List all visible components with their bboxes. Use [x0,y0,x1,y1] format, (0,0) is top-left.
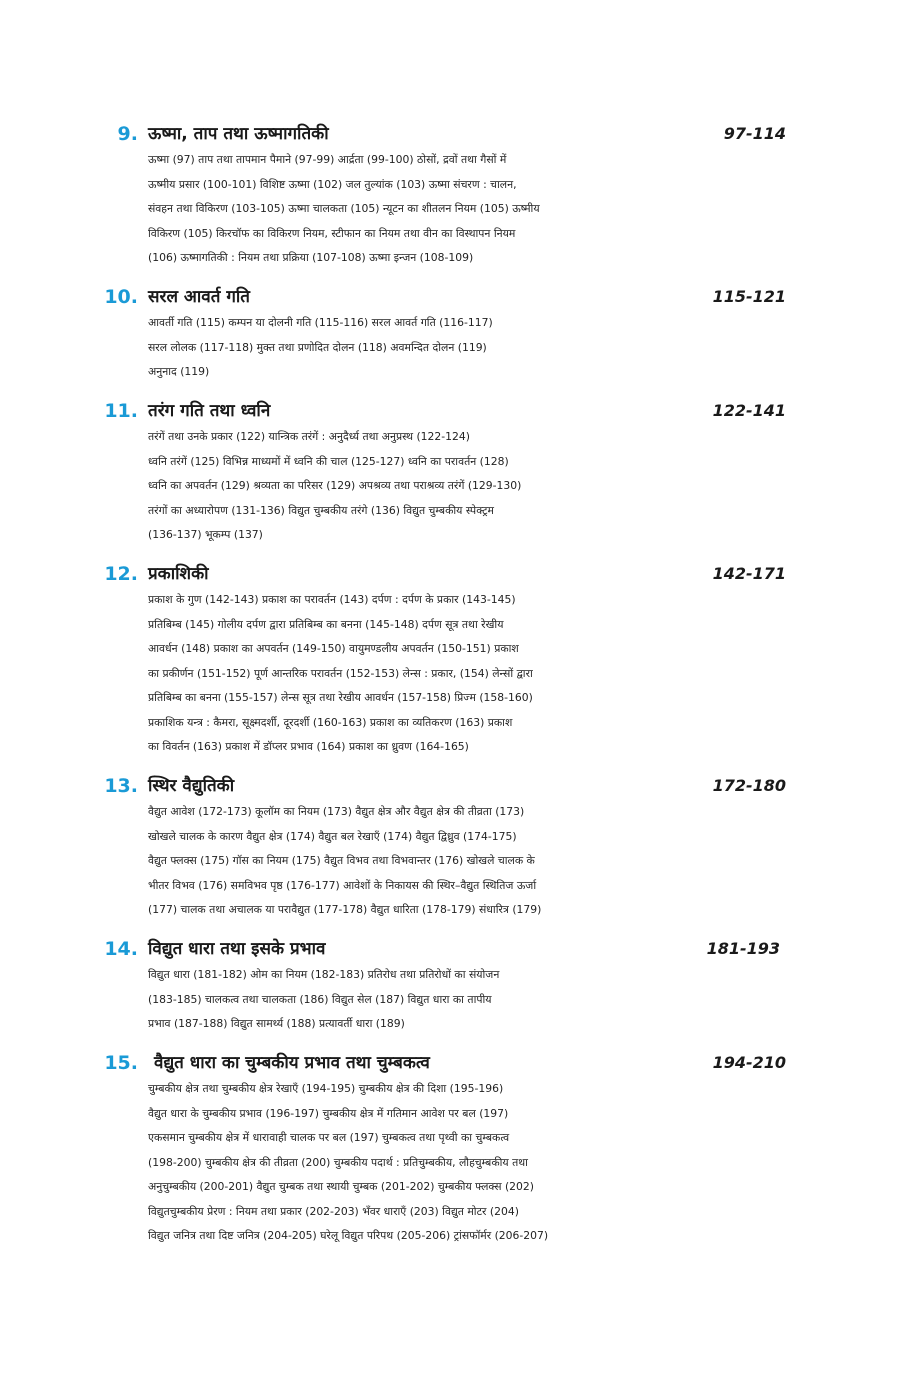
chapter-topics [148,1077,788,1249]
chapter-heading [0,772,900,800]
chapter-10 [0,283,900,378]
chapter-topics [148,588,788,760]
chapter-number: 10. [104,286,138,308]
topic-line: प्रकाश के गुण (142-143) प्रकाश का परावर्तन (143) दर्पण : दर्पण के प्रकार (143-145) [148,593,516,606]
chapter-heading [0,560,900,588]
chapter-14 [0,935,900,1030]
chapter-page-range: 115-121 [712,287,786,306]
topic-line: विद्युतचुम्बकीय प्रेरण : नियम तथा प्रकार (202-203) भँवर धाराएँ (203) विद्युत मोटर (204) [148,1204,519,1218]
topic-line: चुम्बकीय क्षेत्र तथा चुम्बकीय क्षेत्र रेखाएँ (194-195) चुम्बकीय क्षेत्र की दिशा (195-196) [148,1082,504,1095]
chapter-title: तरंग गति तथा ध्वनि [148,401,271,421]
topic-line: आवर्धन (148) प्रकाश का अपवर्तन (149-150) वायुमण्डलीय अपवर्तन (150-151) प्रकाश [148,642,519,655]
chapter-title: वैद्युत धारा का चुम्बकीय प्रभाव तथा चुम्बकत्व [154,1053,430,1073]
chapter-number: 15. [104,1052,138,1074]
topic-line: प्रतिबिम्ब का बनना (155-157) लेन्स सूत्र तथा रेखीय आवर्धन (157-158) प्रिज्म (158-160) [148,691,533,704]
topic-line: तरंगें तथा उनके प्रकार (122) यान्त्रिक तरंगें : अनुदैर्ध्य तथा अनुप्रस्थ (122-124) [148,430,470,443]
topic-line: का प्रकीर्णन (151-152) पूर्ण आन्तरिक परावर्तन (152-153) लेन्स : प्रकार, (154) लेन्सों द्वारा [148,666,533,680]
chapter-number: 11. [104,400,138,422]
chapter-13 [0,772,900,916]
topic-line: प्रभाव (187-188) विद्युत सामर्थ्य (188) प्रत्यावर्ती धारा (189) [148,1017,405,1030]
chapter-heading [0,283,900,311]
topic-line: ऊष्मीय प्रसार (100-101) विशिष्ट ऊष्मा (102) जल तुल्यांक (103) ऊष्मा संचरण : चालन, [148,177,517,191]
topic-line: ध्वनि तरंगें (125) विभिन्न माध्यमों में ध्वनि की चाल (125-127) ध्वनि का परावर्तन (128) [148,454,509,468]
topic-line: प्रतिबिम्ब (145) गोलीय दर्पण द्वारा प्रतिबिम्ब का बनना (145-148) दर्पण सूत्र तथा रेखीय [148,617,504,631]
chapter-topics [148,963,788,1037]
chapter-heading [0,397,900,425]
topic-line: (177) चालक तथा अचालक या परावैद्युत (177-178) वैद्युत धारिता (178-179) संधारित्र (179) [148,903,542,916]
chapter-heading [0,935,900,963]
topic-line: भीतर विभव (176) समविभव पृष्ठ (176-177) आवेशों के निकायस की स्थिर–वैद्युत स्थितिज ऊर्जा [148,878,537,892]
chapter-title: प्रकाशिकी [148,564,209,584]
topic-line: अनुनाद (119) [148,365,210,378]
topic-line: खोखले चालक के कारण वैद्युत क्षेत्र (174) वैद्युत बल रेखाएँ (174) वैद्युत द्विध्रुव (174-175) [148,829,517,843]
chapter-number: 14. [104,938,138,960]
chapter-page-range: 172-180 [712,776,786,795]
topic-line: वैद्युत धारा के चुम्बकीय प्रभाव (196-197) चुम्बकीय क्षेत्र में गतिमान आवेश पर बल (197) [148,1106,509,1120]
chapter-title: सरल आवर्त गति [148,287,250,307]
topic-line: सरल लोलक (117-118) मुक्त तथा प्रणोदित दोलन (118) अवमन्दित दोलन (119) [148,340,487,354]
chapter-page-range: 194-210 [712,1053,786,1072]
topic-line: संवहन तथा विकिरण (103-105) ऊष्मा चालकता (105) न्यूटन का शीतलन नियम (105) ऊष्मीय [148,202,540,215]
chapter-topics [148,148,788,271]
chapter-9 [0,120,900,264]
chapter-topics [148,311,788,385]
topic-line: वैद्युत आवेश (172-173) कूलॉम का नियम (173) वैद्युत क्षेत्र और वैद्युत क्षेत्र की तीव्रता (173) [148,805,525,818]
chapter-heading [0,120,900,148]
topic-line: (106) ऊष्मागतिकी : नियम तथा प्रक्रिया (107-108) ऊष्मा इन्जन (108-109) [148,251,474,264]
topic-line: ऊष्मा (97) ताप तथा तापमान पैमाने (97-99) आर्द्रता (99-100) ठोसों, द्रवों तथा गैसों में [148,153,507,166]
chapter-topics [148,425,788,548]
chapter-number: 13. [104,775,138,797]
chapter-page-range: 181-193 [706,939,780,958]
topic-line: ध्वनि का अपवर्तन (129) श्रव्यता का परिसर (129) अपश्रव्य तथा पराश्रव्य तरंगें (129-130) [148,479,522,492]
topic-line: अनुचुम्बकीय (200-201) वैद्युत चुम्बक तथा स्थायी चुम्बक (201-202) चुम्बकीय फ्लक्स (202) [148,1180,534,1193]
chapter-15 [0,1049,900,1242]
topic-line: (136-137) भूकम्प (137) [148,528,263,541]
chapter-title: स्थिर वैद्युतिकी [148,776,235,796]
topic-line: (183-185) चालकत्व तथा चालकता (186) विद्युत सेल (187) विद्युत धारा का तापीय [148,992,492,1006]
topic-line: एकसमान चुम्बकीय क्षेत्र में धारावाही चालक पर बल (197) चुम्बकत्व तथा पृथ्वी का चुम्बकत्व [148,1131,510,1144]
chapter-number: 12. [104,563,138,585]
topic-line: विद्युत धारा (181-182) ओम का नियम (182-183) प्रतिरोध तथा प्रतिरोधों का संयोजन [148,968,500,981]
chapter-topics [148,800,788,923]
chapter-number: 9. [117,123,138,145]
chapter-heading [0,1049,900,1077]
chapter-page-range: 142-171 [712,564,786,583]
chapter-page-range: 97-114 [723,124,786,143]
chapter-11 [0,397,900,541]
topic-line: वैद्युत फ्लक्स (175) गॉस का नियम (175) वैद्युत विभव तथा विभवान्तर (176) खोखले चालक के [148,854,535,867]
topic-line: का विवर्तन (163) प्रकाश में डॉप्लर प्रभाव (164) प्रकाश का ध्रुवण (164-165) [148,740,469,753]
topic-line: विद्युत जनित्र तथा दिष्ट जनित्र (204-205) घरेलू विद्युत परिपथ (205-206) ट्रांसफॉर्मर (206-207) [148,1229,549,1242]
chapter-page-range: 122-141 [712,401,786,420]
chapter-title: ऊष्मा, ताप तथा ऊष्मागतिकी [148,124,329,144]
topic-line: आवर्ती गति (115) कम्पन या दोलनी गति (115-116) सरल आवर्त गति (116-117) [148,316,493,329]
topic-line: प्रकाशिक यन्त्र : कैमरा, सूक्ष्मदर्शी, दूरदर्शी (160-163) प्रकाश का व्यतिकरण (163) प्रकाश [148,715,513,729]
chapter-title: विद्युत धारा तथा इसके प्रभाव [148,939,326,959]
topic-line: (198-200) चुम्बकीय क्षेत्र की तीव्रता (200) चुम्बकीय पदार्थ : प्रतिचुम्बकीय, लौहचुम्बकीय तथा [148,1155,528,1169]
topic-line: विकिरण (105) किरचॉफ का विकिरण नियम, स्टीफान का नियम तथा वीन का विस्थापन नियम [148,226,516,240]
topic-line: तरंगों का अध्यारोपण (131-136) विद्युत चुम्बकीय तरंगे (136) विद्युत चुम्बकीय स्पेक्ट्रम [148,503,494,517]
chapter-12 [0,560,900,753]
